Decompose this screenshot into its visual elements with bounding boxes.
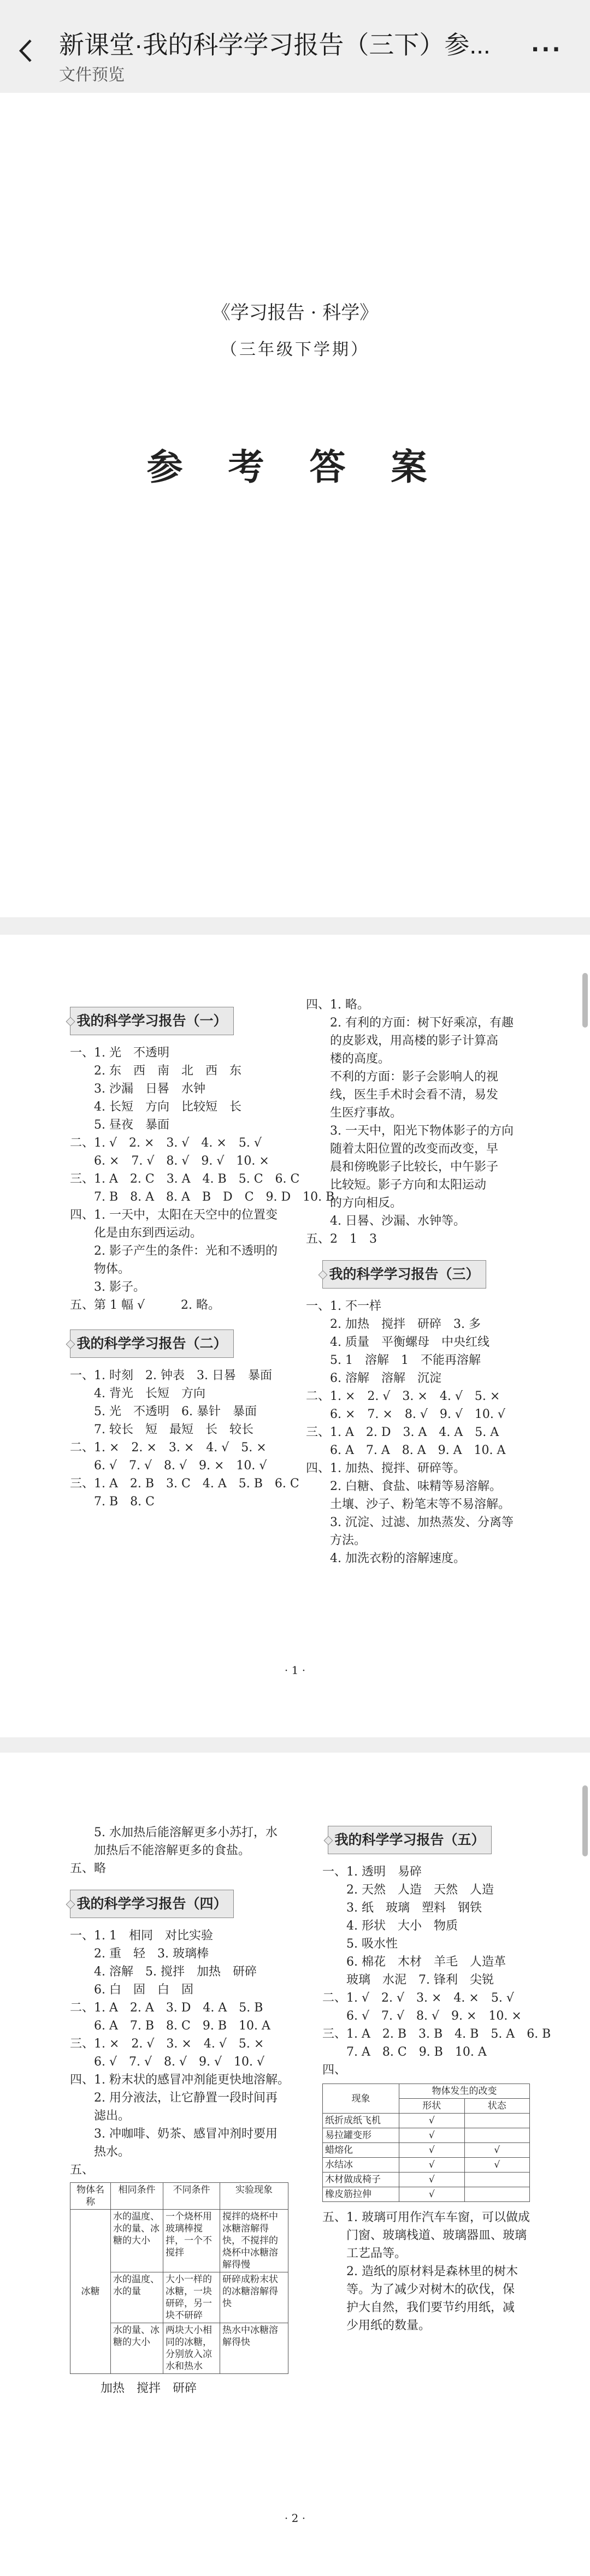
answer-line: 化是由东到西运动。: [70, 1226, 203, 1240]
answer-line: 2. 造纸的原材料是森林里的树木: [322, 2265, 518, 2278]
answer-line: 一、1. 时刻 2. 钟表 3. 日晷 暴面: [70, 1369, 272, 1382]
answer-line: 4. 加洗衣粉的溶解速度。: [306, 1552, 465, 1565]
table-cell: 一个烧杯用玻璃棒搅拌，一个不搅拌: [163, 2210, 220, 2272]
report-1-answers: [70, 1044, 335, 1314]
answer-line: 三、1. × 2. √ 3. × 4. √ 5. ×: [70, 2037, 264, 2051]
answer-heading: 参 考 答 案: [146, 446, 444, 488]
answer-line: 5. 1 溶解 1 不能再溶解: [306, 1354, 481, 1367]
answer-line: 2. 重 轻 3. 玻璃棒: [70, 1947, 209, 1961]
answer-line: 五、: [70, 2163, 95, 2177]
check-cell: √: [399, 2187, 465, 2202]
top-bar: [0, 0, 590, 92]
report-1-continued: [306, 996, 541, 1248]
answer-line: 4. 形状 大小 物质: [322, 1919, 458, 1933]
answer-line: 2. 用分液法，让它静置一段时间再: [70, 2091, 278, 2105]
report-5-conclusion: [322, 2209, 552, 2335]
answer-line: 4. 背光 长短 方向: [70, 1387, 205, 1400]
answer-line: 2. 天然 人造 天然 人造: [322, 1883, 494, 1897]
check-cell: [464, 2128, 530, 2143]
report-5-answers: [322, 1863, 552, 2079]
answer-line: 少用纸的数量。: [322, 2319, 431, 2332]
table-header: 现象: [323, 2084, 399, 2114]
check-cell: [464, 2173, 530, 2187]
answer-line: 6. 溶解 溶解 沉淀: [306, 1372, 441, 1385]
answer-line: 2. 白糖、食盐、味精等易溶解。: [306, 1480, 502, 1493]
answer-line: 四、: [322, 2063, 347, 2077]
answer-line: 7. 较长 短 最短 长 较长: [70, 1423, 253, 1437]
table-header: 实验现象: [220, 2183, 288, 2210]
answer-line: 比较短。影子方向和太阳运动: [306, 1178, 487, 1192]
object-cell: 冰糖: [70, 2210, 111, 2374]
phenomenon-cell: 纸折成纸飞机: [323, 2114, 399, 2128]
answer-line: 3. 一天中，阳光下物体影子的方向: [306, 1124, 514, 1138]
right-column: [322, 1818, 552, 2335]
table-row: [323, 2128, 530, 2143]
answer-line: 四、1. 加热、搅拌、研碎等。: [306, 1462, 465, 1475]
table-header: 不同条件: [163, 2183, 220, 2210]
answer-line: 门窗、玻璃栈道、玻璃器皿、玻璃: [322, 2229, 527, 2242]
left-column: [70, 999, 335, 1511]
grade-label: （三年级下学期）: [221, 340, 369, 359]
answer-line: 二、1. √ 2. × 3. √ 4. × 5. √: [70, 1136, 262, 1150]
phenomenon-cell: 水结冰: [323, 2158, 399, 2173]
table-cell: 水的量、冰糖的大小: [111, 2323, 163, 2374]
table-cell: 水的温度、水的量、冰糖的大小: [111, 2210, 163, 2272]
answer-line: 6. A 7. A 8. A 9. A 10. A: [306, 1444, 506, 1457]
answer-line: 一、1. 不一样: [306, 1299, 381, 1313]
page-number: · 1 ·: [284, 1664, 306, 1677]
book-title: 《学习报告 · 科学》: [211, 302, 379, 324]
answer-line: 7. A 8. C 9. B 10. A: [322, 2045, 487, 2059]
answer-line: 3. 沙漏 日晷 水钟: [70, 1082, 205, 1096]
answer-line: 7. B 8. A 8. A B D C 9. D 10. B: [70, 1190, 335, 1204]
answer-line: 3. 纸 玻璃 塑料 钢铁: [322, 1901, 482, 1915]
report-2-answers: [70, 1367, 299, 1511]
answer-line: 三、1. A 2. C 3. A 4. B 5. C 6. C: [70, 1172, 300, 1186]
phenomenon-cell: 蜡熔化: [323, 2143, 399, 2158]
dissolving-experiment-table: [70, 2182, 288, 2374]
report-3-heading: 我的科学学习报告（三）: [322, 1260, 486, 1289]
answer-line: 3. 冲咖啡、奶茶、感冒冲剂时要用: [70, 2127, 278, 2141]
report-1-heading: 我的科学学习报告（一）: [70, 1007, 234, 1035]
answer-line: 五、2 1 3: [306, 1232, 377, 1246]
material-change-rows: [323, 2114, 530, 2202]
table-header: 状态: [464, 2099, 530, 2114]
answer-line: 2. 有利的方面：树下好乘凉，有趣: [306, 1016, 514, 1030]
answer-line: 2. 加热 搅拌 研碎 3. 多: [306, 1317, 481, 1331]
answer-line: 的皮影戏，用高楼的影子计算高: [306, 1034, 499, 1048]
check-cell: √: [464, 2158, 530, 2173]
answer-line: 6. × 7. × 8. √ 9. √ 10. √: [306, 1408, 505, 1421]
scrollbar[interactable]: [582, 1785, 588, 1856]
table-row: [323, 2187, 530, 2202]
answer-line: 线，医生手术时会看不清，易发: [306, 1088, 499, 1102]
back-arrow-icon[interactable]: [14, 37, 42, 64]
table-cell: 搅拌的烧杯中冰糖溶解得快，不搅拌的烧杯中冰糖溶解得慢: [220, 2210, 288, 2272]
answer-line: 4. 溶解 5. 搅拌 加热 研碎: [70, 1965, 257, 1979]
file-preview-label: 文件预览: [59, 66, 125, 84]
scrollbar[interactable]: [582, 973, 588, 1028]
answer-line: 3. 影子。: [70, 1280, 145, 1294]
phenomenon-cell: 木材做成椅子: [323, 2173, 399, 2187]
answer-line: 5. 光 不透明 6. 暴针 暴面: [70, 1405, 257, 1418]
check-cell: √: [464, 2143, 530, 2158]
answer-line: 4. 日晷、沙漏、水钟等。: [306, 1214, 465, 1228]
check-cell: [464, 2187, 530, 2202]
answer-line: 四、1. 略。: [306, 998, 369, 1012]
answer-line: 随着太阳位置的改变而改变，早: [306, 1142, 499, 1156]
table-row: [323, 2143, 530, 2158]
page-number: · 2 ·: [284, 2512, 306, 2525]
report-4-heading: 我的科学学习报告（四）: [70, 1890, 234, 1918]
answer-line: 三、1. A 2. B 3. B 4. B 5. A 6. B: [322, 2027, 551, 2041]
answer-line: 4. 质量 平衡螺母 中央红线: [306, 1336, 489, 1349]
answer-line: 二、1. × 2. √ 3. × 4. √ 5. ×: [306, 1390, 500, 1403]
answer-line: 工艺品等。: [322, 2247, 407, 2260]
table-header: 形状: [399, 2099, 465, 2114]
answer-line: 2. 影子产生的条件：光和不透明的: [70, 1244, 278, 1258]
answer-line: 二、1. A 2. A 3. D 4. A 5. B: [70, 2001, 263, 2015]
answer-line: 6. × 7. √ 8. √ 9. √ 10. ×: [70, 1154, 269, 1168]
report-2-heading: 我的科学学习报告（二）: [70, 1329, 234, 1358]
answer-line: 五、略: [70, 1862, 107, 1875]
answer-line: 楼的高度。: [306, 1052, 391, 1066]
answer-line: 6. 白 固 白 固: [70, 1983, 193, 1997]
document-title: 新课堂·我的科学学习报告（三下）参...: [59, 31, 491, 59]
table-cell: 两块大小相同的冰糖，分别放入凉水和热水: [163, 2323, 220, 2374]
report-4-answers: [70, 1927, 294, 2179]
answer-line: 五、第 1 幅 √ 2. 略。: [70, 1298, 220, 1312]
check-cell: √: [399, 2114, 465, 2128]
answer-line: 4. 长短 方向 比较短 长: [70, 1100, 241, 1114]
answer-line: 等。为了减少对树木的砍伐，保: [322, 2283, 515, 2296]
table-row: [70, 2210, 288, 2272]
phenomenon-cell: 易拉罐变形: [323, 2128, 399, 2143]
right-column: [306, 996, 541, 1568]
table-header: 相同条件: [111, 2183, 163, 2210]
report-3-continued: [70, 1824, 294, 1878]
answer-page-2: [0, 1753, 590, 2576]
answer-line: 晨和傍晚影子比较长，中午影子: [306, 1160, 499, 1174]
answer-line: 方法。: [306, 1534, 367, 1547]
answer-line: 5. 水加热后能溶解更多小苏打，水: [70, 1826, 278, 1839]
more-options-button[interactable]: ···: [531, 37, 563, 62]
answer-line: 滤出。: [70, 2109, 131, 2123]
answer-line: 6. 棉花 木材 羊毛 人造革: [322, 1955, 506, 1969]
answer-line: 二、1. × 2. × 3. × 4. √ 5. ×: [70, 1441, 267, 1455]
answer-line: 不利的方面：影子会影响人的视: [306, 1070, 499, 1084]
answer-line: 玻璃 水泥 7. 锋利 尖锐: [322, 1973, 494, 1987]
answer-line: 三、1. A 2. D 3. A 4. A 5. A: [306, 1426, 499, 1439]
table-row: [323, 2173, 530, 2187]
cover-page: [0, 93, 590, 917]
answer-line: 一、1. 透明 易碎: [322, 1865, 422, 1879]
answer-line: 护大自然，我们要节约用纸，减: [322, 2301, 515, 2314]
answer-line: 6. A 7. B 8. C 9. B 10. A: [70, 2019, 270, 2033]
material-change-table: [322, 2084, 530, 2202]
left-column: [70, 1824, 294, 2397]
answer-line: 三、1. A 2. B 3. C 4. A 5. B 6. C: [70, 1477, 299, 1491]
check-cell: √: [399, 2158, 465, 2173]
table-footer: 加热 搅拌 研碎: [101, 2382, 197, 2395]
phenomenon-cell: 橡皮筋拉伸: [323, 2187, 399, 2202]
answer-line: 5. 吸水性: [322, 1937, 398, 1951]
table-header: 物体发生的改变: [399, 2084, 530, 2099]
answer-line: 热水。: [70, 2145, 131, 2159]
answer-line: 五、1. 玻璃可用作汽车车窗，可以做成: [322, 2211, 530, 2224]
table-cell: 热水中冰糖溶解得快: [220, 2323, 288, 2374]
table-row: [323, 2114, 530, 2128]
answer-line: 6. √ 7. √ 8. √ 9. × 10. ×: [322, 2009, 522, 2023]
answer-line: 3. 沉淀、过滤、加热蒸发、分离等: [306, 1516, 514, 1529]
answer-line: 7. B 8. C: [70, 1495, 155, 1509]
answer-line: 一、1. 光 不透明: [70, 1046, 169, 1060]
answer-line: 四、1. 一天中，太阳在天空中的位置变: [70, 1208, 278, 1222]
answer-line: 物体。: [70, 1262, 131, 1276]
answer-line: 6. √ 7. √ 8. √ 9. √ 10. √: [70, 2055, 265, 2069]
check-cell: [464, 2114, 530, 2128]
answer-line: 生医疗事故。: [306, 1106, 403, 1120]
table-cell: 水的温度、水的量: [111, 2272, 163, 2323]
check-cell: √: [399, 2173, 465, 2187]
answer-page-1: [0, 935, 590, 1737]
answer-line: 加热后不能溶解更多的食盐。: [70, 1844, 251, 1857]
answer-line: 5. 昼夜 暴面: [70, 1118, 169, 1132]
check-cell: √: [399, 2143, 465, 2158]
report-3-answers: [306, 1297, 541, 1568]
answer-line: 2. 东 西 南 北 西 东: [70, 1064, 241, 1078]
check-cell: √: [399, 2128, 465, 2143]
table-row: [323, 2158, 530, 2173]
answer-line: 一、1. 1 相同 对比实验: [70, 1929, 213, 1943]
answer-line: 6. √ 7. √ 8. √ 9. × 10. √: [70, 1459, 267, 1473]
answer-line: 四、1. 粉末状的感冒冲剂能更快地溶解。: [70, 2073, 290, 2087]
report-5-heading: 我的科学学习报告（五）: [328, 1826, 492, 1854]
table-cell: 大小一样的冰糖，一块研碎，另一块不研碎: [163, 2272, 220, 2323]
answer-line: 二、1. √ 2. √ 3. × 4. × 5. √: [322, 1991, 514, 2005]
answer-line: 土壤、沙子、粉笔末等不易溶解。: [306, 1498, 511, 1511]
table-cell: 研碎成粉末状的冰糖溶解得快: [220, 2272, 288, 2323]
answer-line: 的方向相反。: [306, 1196, 403, 1210]
table-header: 物体名称: [70, 2183, 111, 2210]
